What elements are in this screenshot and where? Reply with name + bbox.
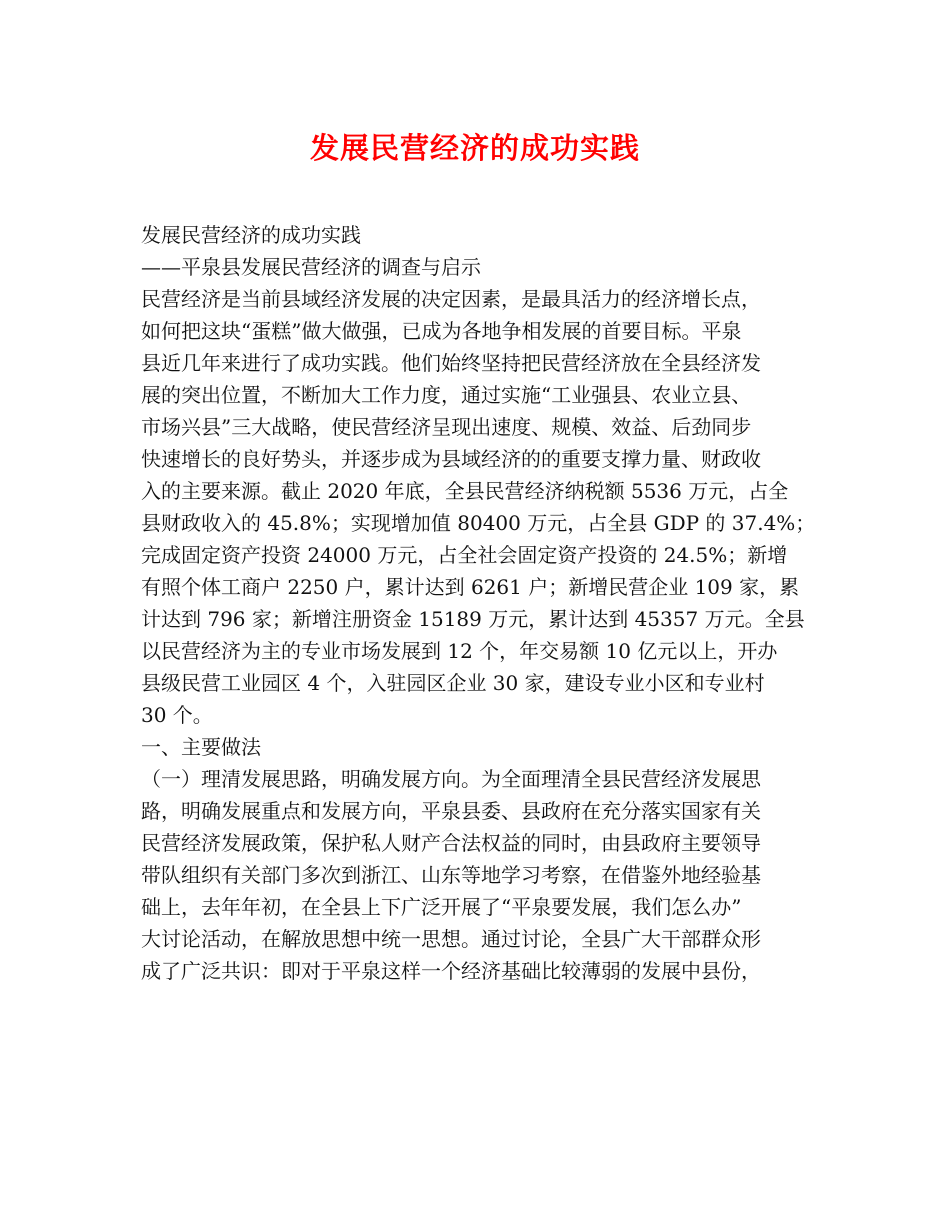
- body-line: 以民营经济为主的专业市场发展到 12 个，年交易额 10 亿元以上，开办: [141, 639, 778, 663]
- body-line: 民营经济发展政策，保护私人财产合法权益的同时，由县政府主要领导: [141, 831, 761, 855]
- body-line: 展的突出位置，不断加大工作力度，通过实施“工业强县、农业立县、: [141, 383, 752, 407]
- body-line: ——平泉县发展民营经济的调查与启示: [141, 255, 481, 279]
- body-line: 市场兴县”三大战略，使民营经济呈现出速度、规模、效益、后劲同步: [141, 415, 752, 439]
- body-line: 民营经济是当前县域经济发展的决定因素，是最具活力的经济增长点，: [141, 287, 761, 311]
- body-line: 30 个。: [141, 703, 213, 727]
- body-line: 础上，去年年初，在全县上下广泛开展了“平泉要发展，我们怎么办”: [141, 895, 742, 919]
- body-line: 快速增长的良好势头，并逐步成为县域经济的的重要支撑力量、财政收: [141, 447, 761, 471]
- body-line: 如何把这块“蛋糕”做大做强，已成为各地争相发展的首要目标。平泉: [141, 319, 742, 343]
- body-line: 发展民营经济的成功实践: [141, 223, 361, 247]
- body-line: 县级民营工业园区 4 个，入驻园区企业 30 家，建设专业小区和专业村: [141, 671, 765, 695]
- body-line: 计达到 796 家；新增注册资金 15189 万元，累计达到 45357 万元。全县: [141, 607, 805, 631]
- body-line: 入的主要来源。截止 2020 年底，全县民营经济纳税额 5536 万元，占全: [141, 479, 789, 503]
- body-line: 带队组织有关部门多次到浙江、山东等地学习考察，在借鉴外地经验基: [141, 863, 761, 887]
- document-body: [141, 219, 816, 987]
- body-line: （一）理清发展思路，明确发展方向。为全面理清全县民营经济发展思: [141, 767, 761, 791]
- body-line: 路，明确发展重点和发展方向，平泉县委、县政府在充分落实国家有关: [141, 799, 761, 823]
- body-line: 完成固定资产投资 24000 万元，占全社会固定资产投资的 24.5%；新增: [141, 543, 788, 567]
- document-title: 发展民营经济的成功实践: [309, 131, 640, 165]
- section-heading: 一、主要做法: [141, 735, 261, 759]
- body-line: 大讨论活动，在解放思想中统一思想。通过讨论，全县广大干部群众形: [141, 927, 761, 951]
- body-line: 县财政收入的 45.8%；实现增加值 80400 万元，占全县 GDP 的 37.4%；: [141, 511, 816, 535]
- body-line: 有照个体工商户 2250 户，累计达到 6261 户；新增民营企业 109 家，累: [141, 575, 800, 599]
- body-line: 县近几年来进行了成功实践。他们始终坚持把民营经济放在全县经济发: [141, 351, 761, 375]
- body-line: 成了广泛共识：即对于平泉这样一个经济基础比较薄弱的发展中县份，: [141, 959, 761, 983]
